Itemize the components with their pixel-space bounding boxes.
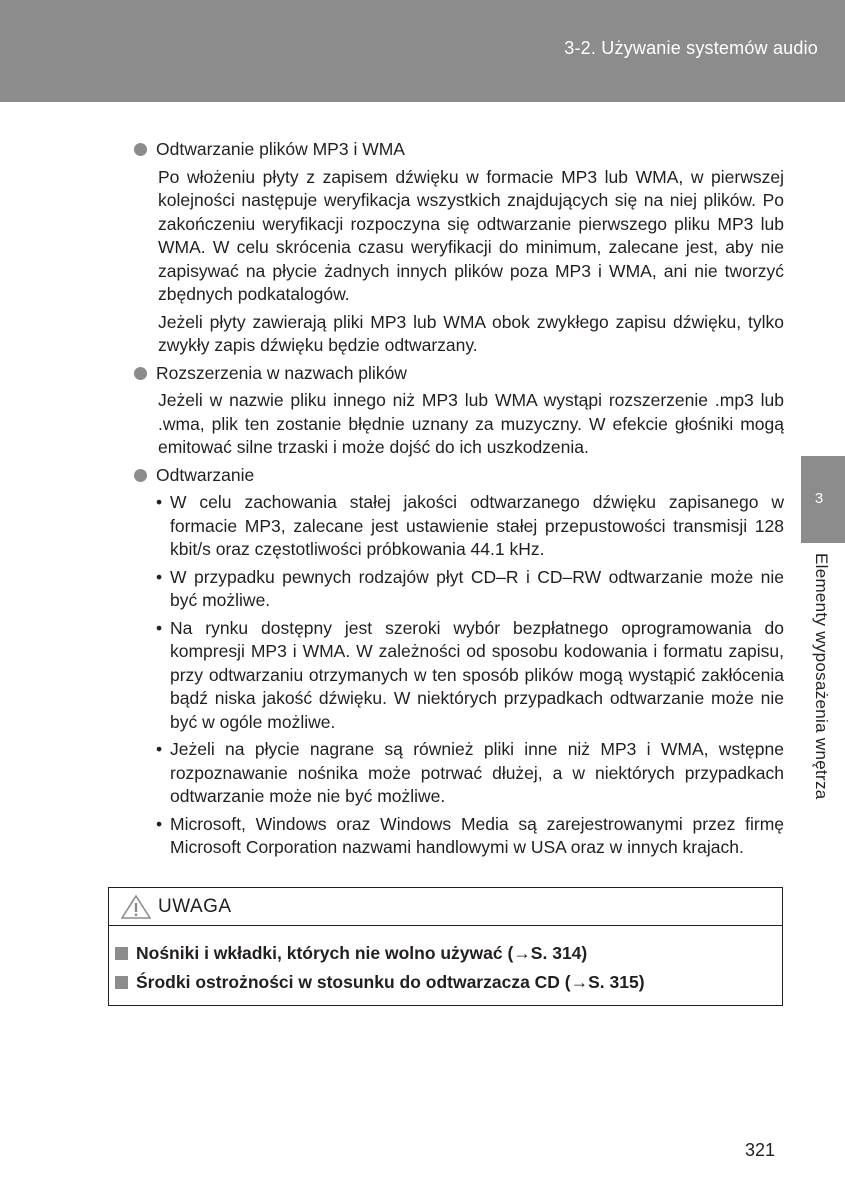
caution-reference-text: Środki ostrożności w stosunku do odtwarzacza CD (→S. 315) <box>136 972 645 992</box>
section-heading-text: Odtwarzanie <box>156 464 255 485</box>
bullet-dot-icon <box>134 143 147 156</box>
page-number: 321 <box>745 1140 776 1160</box>
list-marker: • <box>156 492 163 512</box>
list-item-text: Jeżeli na płycie nagrane są również pliki inne niż MP3 i WMA, wstępne rozpoznawanie nośnika może potrwać dłużej, a w niektórych przypadkach odtwarzanie może nie być możliwe. <box>170 739 784 806</box>
caution-reference[interactable] <box>115 972 645 993</box>
section-mp3-wma <box>134 138 784 358</box>
list-marker: • <box>156 739 163 759</box>
caution-reference[interactable] <box>115 943 587 964</box>
caution-title: UWAGA <box>158 896 232 917</box>
header-bar <box>0 0 845 102</box>
bullet-dot-icon <box>134 469 147 482</box>
square-bullet-icon <box>115 947 128 960</box>
list-item-text: Microsoft, Windows oraz Windows Media są zarejestrowanymi przez firmę Microsoft Corporation nazwami handlowymi w USA oraz w innych krajach. <box>170 813 784 857</box>
chapter-side-label: Elementy wyposażenia wnętrza <box>812 553 831 800</box>
section-heading-text: Rozszerzenia w nazwach plików <box>156 362 407 383</box>
caution-reference-text: Nośniki i wkładki, których nie wolno używać (→S. 314) <box>136 943 588 963</box>
main-content <box>134 138 784 864</box>
paragraph: Po włożeniu płyty z zapisem dźwięku w formacie MP3 lub WMA, w pierwszej kolejności następuje weryfikacja wszystkich znajdujących się na niej plików. Po zakończeniu weryfikacji rozpoczyna się odtwarzanie pierwszego pliku MP3 lub WMA. W celu skrócenia czasu weryfikacji do minimum, zalecane jest, aby nie zapisywać na płycie żadnych innych plików poza MP3 i WMA, ani nie tworzyć zbędnych podkatalogów. <box>158 166 784 304</box>
section-heading <box>134 138 784 162</box>
list-item-text: W przypadku pewnych rodzajów płyt CD–R i CD–RW odtwarzanie może nie być możliwe. <box>170 566 784 610</box>
caution-header <box>109 888 782 926</box>
paragraph: Jeżeli w nazwie pliku innego niż MP3 lub WMA wystąpi rozszerzenie .mp3 lub .wma, plik ten zostanie błędnie uznany za muzyczny. W efekcie głośniki mogą emitować silne trzaski i może dojść do ich uszkodzenia. <box>158 390 784 457</box>
section-file-extensions <box>134 362 784 460</box>
list-item <box>156 813 784 860</box>
list-marker: • <box>156 566 163 587</box>
list-item <box>156 491 784 562</box>
list-item <box>156 738 784 809</box>
bullet-dot-icon <box>134 367 147 380</box>
chapter-number: 3 <box>814 490 824 507</box>
list-item <box>156 566 784 613</box>
section-playback <box>134 464 784 860</box>
paragraph: Jeżeli płyty zawierają pliki MP3 lub WMA obok zwykłego zapisu dźwięku, tylko zwykły zapis dźwięku będzie odtwarzany. <box>158 311 784 355</box>
list-item <box>156 617 784 735</box>
chapter-title: 3-2. Używanie systemów audio <box>564 38 818 58</box>
square-bullet-icon <box>115 976 128 989</box>
list-item-text: Na rynku dostępny jest szeroki wybór bezpłatnego oprogramowania do kompresji MP3 i WMA. W zależności od sposobu kodowania i formatu zapisu, przy odtwarzaniu otrzymanych w ten sposób plików mogą wystąpić zakłócenia bądź niska jakość dźwięku. W niektórych przypadkach odtwarzanie może nie być w ogóle możliwe. <box>170 617 784 732</box>
playback-notes-list <box>156 491 784 860</box>
section-heading <box>134 362 784 386</box>
list-marker: • <box>156 617 163 638</box>
caution-box <box>108 887 783 1006</box>
chapter-tab <box>801 456 845 543</box>
section-heading <box>134 464 784 488</box>
list-item-text: W celu zachowania stałej jakości odtwarzanego dźwięku zapisanego w formacie MP3, zalecane jest ustawienie stałej przepustowości transmisji 128 kbit/s oraz częstotliwości próbkowania 44.1 kHz. <box>170 492 784 559</box>
warning-triangle-icon <box>121 895 151 924</box>
section-heading-text: Odtwarzanie plików MP3 i WMA <box>156 139 405 159</box>
list-marker: • <box>156 813 163 834</box>
